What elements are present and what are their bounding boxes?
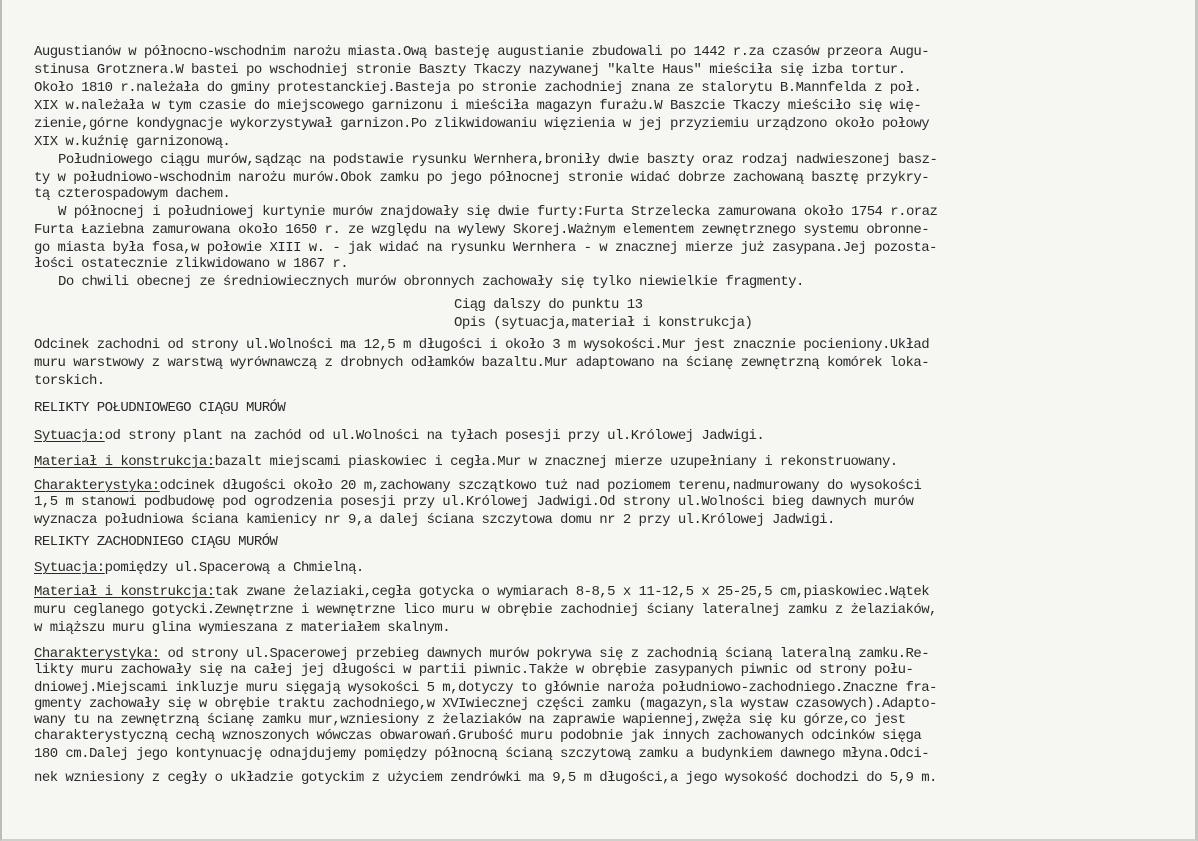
- west-situation-text: pomiędzy ul.Spacerową a Chmielną.: [104, 560, 364, 576]
- south-situation: [34, 428, 764, 444]
- south-material-label: Materiał i konstrukcja:: [34, 454, 215, 470]
- continuation-heading: Ciąg dalszy do punktu 13: [454, 297, 643, 313]
- south-char-line-2: 1,5 m stanowi podbudowę pod ogrodzenia posesji przy ul.Królowej Jadwigi.Od strony ul.Wolności bieg dawnych murów: [34, 494, 914, 510]
- west-char-line-3: dniowej.Miejscami inkluzje muru sięgają wysokości 5 m,dotyczy to głównie naroża południowo-zachodniego.Znaczne fra-: [34, 680, 937, 696]
- west-char-line-5: wany tu na zewnętrzną ścianę zamku mur,wzniesiony z żelaziaków na zaprawie wapiennej,zwęża się ku górze,co jest: [34, 712, 906, 728]
- west-char-text: od strony ul.Spacerowej przebieg dawnych murów pokrywa się z zachodnią ścianą lateralną zamku.Re-: [159, 646, 930, 662]
- p1-line-5: zienie,górne kondygnacje wykorzystywał garnizon.Po zlikwidowaniu więzienia w jej przyziemiu urządzono około połowy: [34, 116, 930, 132]
- p1-line-2: stinusa Grotznera.W bastei po wschodniej stronie Baszty Tkaczy nazywanej "kalte Haus" mieściła się izba tortur.: [34, 62, 906, 78]
- p1-line-6: XIX w.kuźnię garnizonową.: [34, 134, 231, 150]
- south-char-line-3: wyznacza południowa ściana kamienicy nr 9,a dalej ściana szczytowa domu nr 2 przy ul.Królowej Jadwigi.: [34, 512, 835, 528]
- p3-line-2: Furta Łaziebna zamurowana około 1650 r. ze względu na wylewy Skorej.Ważnym elementem zewnętrznego systemu obronne-: [34, 222, 930, 238]
- west-material-text: tak zwane żelaziaki,cegła gotycka o wymiarach 8-8,5 x 11-12,5 x 25-25,5 cm,piaskowiec.Wątek: [214, 584, 930, 600]
- west-material-label: Materiał i konstrukcja:: [34, 584, 215, 600]
- south-situation-text: od strony plant na zachód od ul.Wolności na tyłach posesji przy ul.Królowej Jadwigi.: [104, 428, 765, 444]
- west-material-line-1: [34, 584, 929, 600]
- south-char-text: odcinek długości około 20 m,zachowany szczątkowo tuż nad poziomem terenu,nadmurowany do wysokości: [159, 478, 922, 494]
- west-char-line-6: charakterystyczną cechą wznoszonych wówczas obwarowań.Grubość muru podobnie jak innych zachowanych odcinków sięga: [34, 728, 922, 744]
- p2-line-1: Południowego ciągu murów,sądząc na podstawie rysunku Wernhera,broniły dwie baszty oraz rodzaj nadwieszonej basz-: [58, 152, 938, 168]
- p3-line-4: łości ostatecznie zlikwidowano w 1867 r.: [34, 256, 349, 272]
- west-char-line-8: nek wzniesiony z cegły o układzie gotyckim z użyciem zendrówki ma 9,5 m długości,a jego wysokość dochodzi do 5,9 m.: [34, 770, 937, 786]
- south-material-text: bazalt miejscami piaskowiec i cegła.Mur w znacznej mierze uzupełniany i rekonstruowany.: [214, 454, 898, 470]
- south-char-label: Charakterystyka:: [34, 478, 160, 494]
- p1-line-1: Augustianów w północno-wschodnim narożu miasta.Ową basteję augustianie zbudowali po 1442 r.za czasów przeora Augu-: [34, 44, 930, 60]
- west-material-line-3: w miąższu muru glina wymieszana z materiałem skalnym.: [34, 620, 451, 636]
- p2-line-3: tą czterospadowym dachem.: [34, 186, 231, 202]
- west-situation-label: Sytuacja:: [34, 560, 105, 576]
- continuation-subheading: Opis (sytuacja,materiał i konstrukcja): [454, 315, 753, 331]
- south-material: [34, 454, 898, 470]
- south-char-line-1: [34, 478, 921, 494]
- p1-line-3: Około 1810 r.należała do gminy protestanckiej.Basteja po stronie zachodniej znana ze stalorytu B.Mannfelda z poł.: [34, 80, 922, 96]
- south-situation-label: Sytuacja:: [34, 428, 105, 444]
- west-char-line-1: [34, 646, 929, 662]
- south-section-title: RELIKTY POŁUDNIOWEGO CIĄGU MURÓW: [34, 400, 286, 416]
- west-char-line-2: likty muru zachowały się na całej jej długości w partii piwnic.Także w obrębie zasypanych piwnic od strony połu-: [34, 662, 914, 678]
- west-char-label: Charakterystyka:: [34, 646, 160, 662]
- p3-line-1: W północnej i południowej kurtynie murów znajdowały się dwie furty:Furta Strzelecka zamurowana około 1754 r.oraz: [58, 204, 938, 220]
- west-material-line-2: muru ceglanego gotycki.Zewnętrzne i wewnętrzne lico muru w obrębie zachodniej ściany lateralnej zamku z żelaziaków,: [34, 602, 937, 618]
- p5-line-1: Odcinek zachodni od strony ul.Wolności ma 12,5 m długości i około 3 m wysokości.Mur jest znacznie pocieniony.Układ: [34, 337, 930, 353]
- west-situation: [34, 560, 364, 576]
- p5-line-3: torskich.: [34, 373, 105, 389]
- p2-line-2: ty w południowo-wschodnim narożu murów.Obok zamku po jego północnej stronie widać dobrze zachowaną basztę przykry-: [34, 170, 930, 186]
- p1-line-4: XIX w.należała w tym czasie do miejscowego garnizonu i mieściła magazyn furażu.W Baszcie Tkaczy mieściło się wię-: [34, 98, 922, 114]
- p5-line-2: muru warstwowy z warstwą wyrównawczą z drobnych odłamków bazaltu.Mur adaptowano na ścianę zewnętrzną komórek loka-: [34, 355, 930, 371]
- p3-line-3: go miasta była fosa,w połowie XIII w. - jak widać na rysunku Wernhera - w znacznej mierze już zasypana.Jej pozosta-: [34, 240, 937, 256]
- west-char-line-7: 180 cm.Dalej jego kontynuację odnajdujemy pomiędzy północną ścianą szczytową zamku a budynkiem dawnego młyna.Odci-: [34, 746, 930, 762]
- west-char-line-4: gmenty zachowały się w obrębie traktu zachodniego,w XVIwiecznej części zamku (magazyn,sla wystaw czasowych).Adapto-: [34, 696, 937, 712]
- west-section-title: RELIKTY ZACHODNIEGO CIĄGU MURÓW: [34, 534, 278, 550]
- p4-line-1: Do chwili obecnej ze średniowiecznych murów obronnych zachowały się tylko niewielkie fragmenty.: [58, 274, 804, 290]
